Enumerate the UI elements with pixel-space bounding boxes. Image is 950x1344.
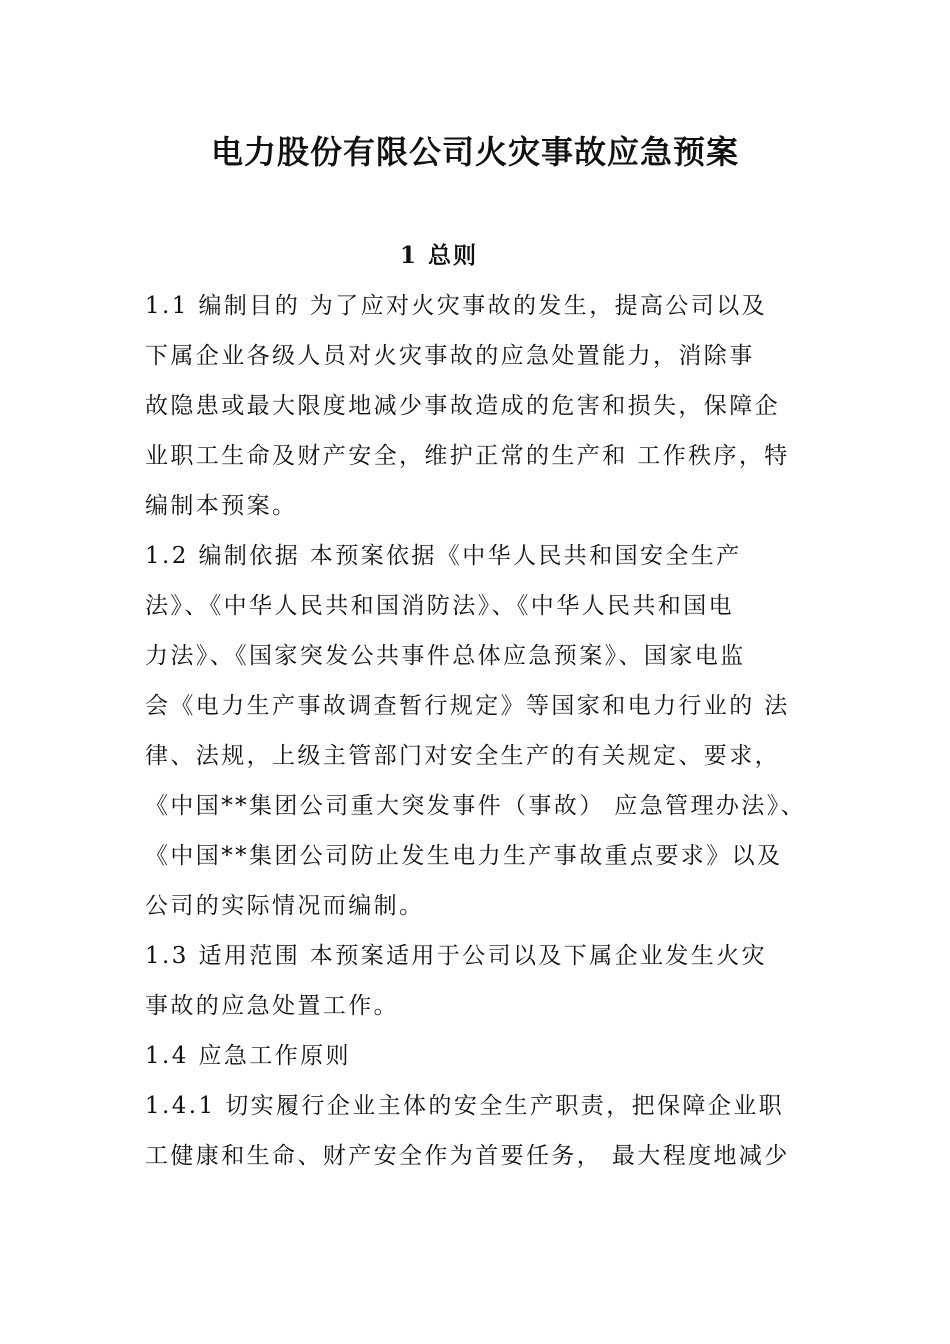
body-line: 事故的应急处置工作。 <box>145 993 399 1019</box>
section-heading: 1 总则 <box>400 242 479 269</box>
body-line: 1.4 应急工作原则 <box>145 1043 351 1069</box>
body-line: 下属企业各级人员对火灾事故的应急处置能力，消除事 <box>145 343 755 369</box>
body-line: 《中国**集团公司防止发生电力生产事故重点要求》以及 <box>145 843 783 869</box>
body-line: 力法》、《国家突发公共事件总体应急预案》、国家电监 <box>145 643 746 669</box>
body-line: 公司的实际情况而编制。 <box>145 893 425 919</box>
body-line: 法》、《中华人民共和国消防法》、《中华人民共和国电 <box>145 593 734 619</box>
body-line: 会《电力生产事故调查暂行规定》等国家和电力行业的 法 <box>145 693 790 719</box>
body-line: 1.3 适用范围 本预案适用于公司以及下属企业发生火灾 <box>145 943 767 969</box>
document-title: 电力股份有限公司火灾事故应急预案 <box>210 133 739 171</box>
body-line: 1.1 编制目的 为了应对火灾事故的发生，提高公司以及 <box>145 293 767 319</box>
body-line: 编制本预案。 <box>145 493 298 519</box>
body-line: 1.2 编制依据 本预案依据《中华人民共和国安全生产 <box>145 543 742 569</box>
body-line: 故隐患或最大限度地减少事故造成的危害和损失，保障企 <box>145 393 780 419</box>
body-line: 《中国**集团公司重大突发事件（事故） 应急管理办法》、 <box>145 793 807 819</box>
body-line: 工健康和生命、财产安全作为首要任务， 最大程度地减少 <box>145 1143 790 1169</box>
body-line: 律、法规，上级主管部门对安全生产的有关规定、要求， <box>145 743 780 769</box>
body-line: 业职工生命及财产安全，维护正常的生产和 工作秩序，特 <box>145 443 790 469</box>
body-line: 1.4.1 切实履行企业主体的安全生产职责，把保障企业职 <box>145 1093 785 1119</box>
